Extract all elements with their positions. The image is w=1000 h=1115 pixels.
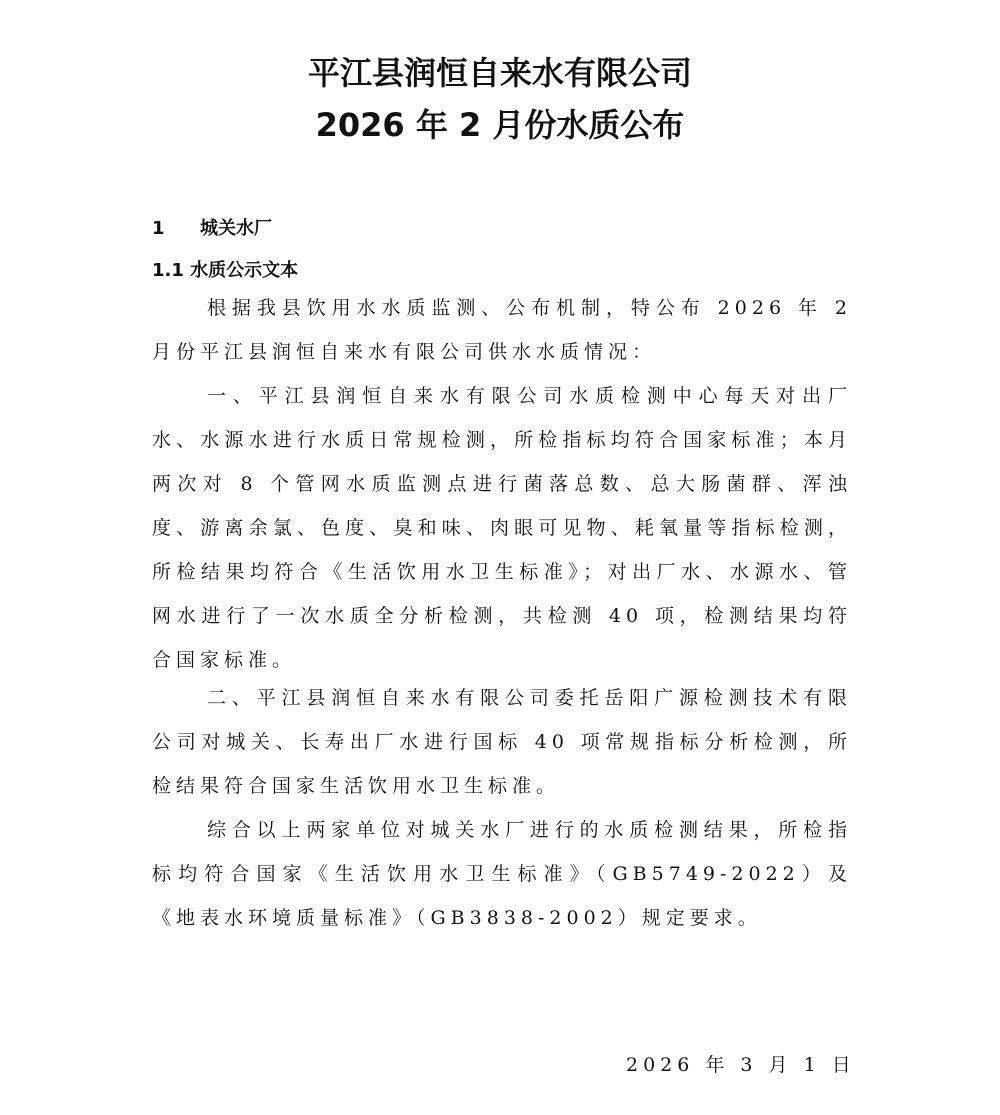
section-heading xyxy=(152,214,272,240)
paragraph-intro: 根据我县饮用水水质监测、公布机制，特公布 2026 年 2 月份平江县润恒自来水有限公司供水水质情况： xyxy=(152,297,852,363)
paragraph-item-two: 二、平江县润恒自来水有限公司委托岳阳广源检测技术有限公司对城关、长寿出厂水进行国标 40 项常规指标分析检测，所检结果符合国家生活饮用水卫生标准。 xyxy=(152,687,852,797)
document-title: 平江县润恒自来水有限公司 xyxy=(307,54,692,92)
publish-date: 2026 年 3 月 1 日 xyxy=(626,1054,856,1076)
paragraph-item-one: 一、平江县润恒自来水有限公司水质检测中心每天对出厂水、水源水进行水质日常规检测，所检指标均符合国家标准；本月两次对 8 个管网水质监测点进行菌落总数、总大肠菌群、浑浊度、游离余氯、色度、臭和味、肉眼可见物、耗氧量等指标检测，所检结果均符合《生活饮用水卫生标准》；对出厂水、水源水、管网水进行了一次水质全分析检测，共检测 40 项，检测结果均符合国家标准。 xyxy=(152,385,852,671)
section-label: 城关水厂 xyxy=(200,218,272,239)
section-number: 1 xyxy=(152,218,165,239)
document-subtitle: 2026 年 2 月份水质公布 xyxy=(315,106,685,144)
paragraph-summary: 综合以上两家单位对城关水厂进行的水质检测结果，所检指标均符合国家《生活饮用水卫生标准》（GB5749-2022）及《地表水环境质量标准》（GB3838-2002）规定要求。 xyxy=(152,819,852,929)
subsection-heading: 1.1 水质公示文本 xyxy=(152,260,299,281)
